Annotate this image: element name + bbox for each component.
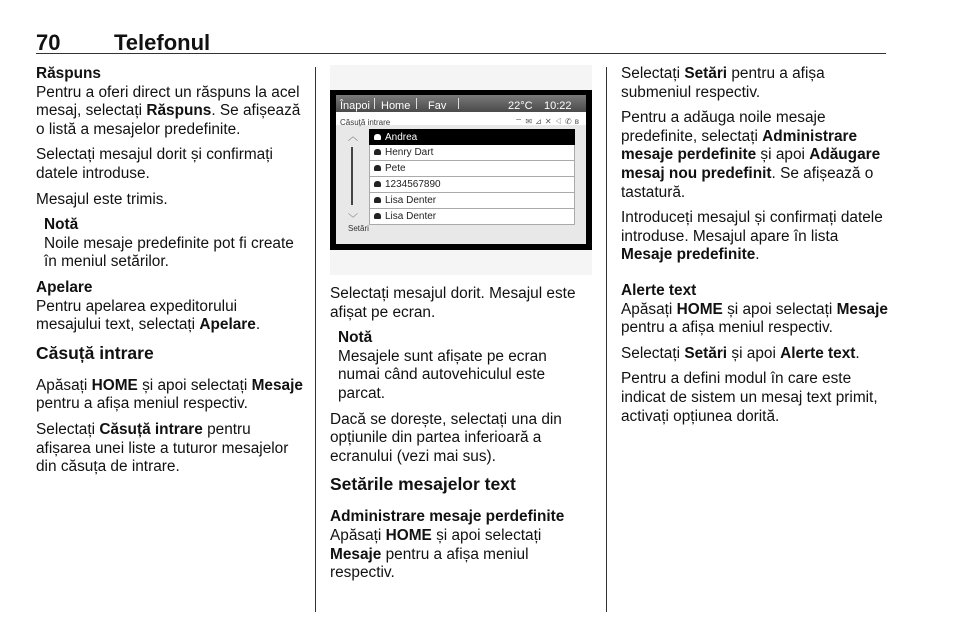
note-title: Notă [44, 216, 79, 234]
paragraph: Dacă se dorește, selectați una din opțiunile din partea inferioară a ecranului (vezi mai sus). [330, 410, 562, 465]
paragraph: Selectați mesajul dorit și confirmați datele introduse. [36, 146, 273, 182]
note-text: Noile mesaje predefinite pot fi create în meniul setărilor. [44, 234, 294, 271]
paragraph: Mesajul este trimis. [36, 190, 168, 208]
paragraph: Pentru a defini modul în care este indicat de sistem un mesaj text primit, activați opțiunea dorită. [621, 370, 878, 425]
paragraph: Pentru a adăuga noile mesaje predefinite, selectați Administrare mesaje perdefinite și apoi Adăugare mesaj nou predefinit. Se afișează o tastatură. [621, 109, 881, 201]
scroll-down-icon[interactable]: ﹀ [348, 214, 358, 225]
column-2 [330, 65, 592, 590]
muted-icon: ✕ [544, 117, 555, 126]
contact-icon [374, 181, 381, 187]
settings-button[interactable]: Setări [348, 224, 369, 234]
paragraph: Introduceți mesajul și confirmați datele introduse. Mesajul apare în lista Mesaje predefinite. [621, 209, 883, 264]
paragraph: Apăsați HOME și apoi selectați Mesaje pentru a afișa meniul respectiv. [36, 376, 303, 413]
page-number: 70 [36, 30, 61, 55]
list-item[interactable]: Lisa Denter [369, 209, 575, 225]
scroll-up-icon[interactable]: ︿ [348, 132, 358, 143]
clock: 10:22 [544, 100, 572, 112]
paragraph: Pentru apelarea expeditorului mesajului text, selectați Apelare. [36, 297, 261, 334]
infotainment-screenshot [330, 65, 592, 275]
column-divider [606, 67, 607, 612]
subheading-admin: Administrare mesaje perdefinite [330, 508, 565, 526]
message-icon: ✉ [525, 117, 536, 126]
scrollbar[interactable] [351, 147, 353, 205]
list-item[interactable]: 1234567890 [369, 177, 575, 193]
subheading-alerte: Alerte text [621, 281, 697, 299]
screen-title: Căsuță intrare [340, 118, 391, 127]
temperature: 22°C [508, 100, 533, 112]
screen-status-row [336, 112, 586, 125]
contact-icon [374, 213, 381, 219]
paragraph: Selectați mesajul dorit. Mesajul este afișat pe ecran. [330, 285, 576, 321]
note [338, 329, 592, 403]
list-item[interactable]: Lisa Denter [369, 193, 575, 209]
screen-top-bar [336, 95, 586, 112]
fav-button[interactable]: Fav [428, 100, 447, 112]
list-item[interactable]: Henry Dart [369, 145, 575, 161]
contact-icon [374, 149, 381, 155]
screen-frame [330, 90, 592, 250]
column-divider [315, 67, 316, 612]
paragraph: Selectați Setări și apoi Alerte text. [621, 344, 860, 362]
note-text: Mesajele sunt afișate pe ecran numai când autovehiculul este parcat. [338, 347, 547, 402]
back-button[interactable]: Înapoi [340, 100, 370, 112]
contact-list [369, 129, 575, 225]
note [44, 216, 304, 272]
paragraph: Apăsați HOME și apoi selectați Mesaje pentru a afișa meniul respectiv. [621, 300, 888, 337]
home-button[interactable]: Home [381, 100, 411, 112]
column-3 [621, 65, 889, 433]
section-heading-settings: Setările mesajelor text [330, 474, 516, 495]
paragraph: Apăsați HOME și apoi selectați Mesaje pentru a afișa meniul respectiv. [330, 526, 542, 582]
paragraph: Selectați Căsuță intrare pentru afișarea unei liste a tuturor mesajelor din căsuța de intrare. [36, 420, 289, 476]
volume-icon: ◁ [554, 117, 566, 126]
contact-icon [374, 134, 381, 140]
contact-icon [374, 165, 381, 171]
subheading-apelare: Apelare [36, 278, 93, 296]
page-title: Telefonul [114, 30, 211, 55]
network-icon: ⊿ [535, 117, 545, 126]
column-1 [36, 65, 304, 484]
subheading-raspuns: Răspuns [36, 65, 101, 82]
signal-icon: ⌔ [514, 117, 526, 126]
list-item[interactable]: Andrea [369, 129, 575, 145]
section-heading-inbox: Căsuță intrare [36, 342, 154, 363]
page-header [36, 30, 886, 54]
note-title: Notă [338, 329, 373, 347]
bluetooth-icon: ʙ [574, 117, 582, 126]
list-item[interactable]: Pete [369, 161, 575, 177]
paragraph: Selectați Setări pentru a afișa submeniul respectiv. [621, 65, 825, 101]
paragraph: Pentru a oferi direct un răspuns la acel mesaj, selectați Răspuns. Se afișează o listă a mesajelor predefinite. [36, 83, 301, 138]
contact-icon [374, 197, 381, 203]
phone-icon: ✆ [565, 117, 575, 126]
